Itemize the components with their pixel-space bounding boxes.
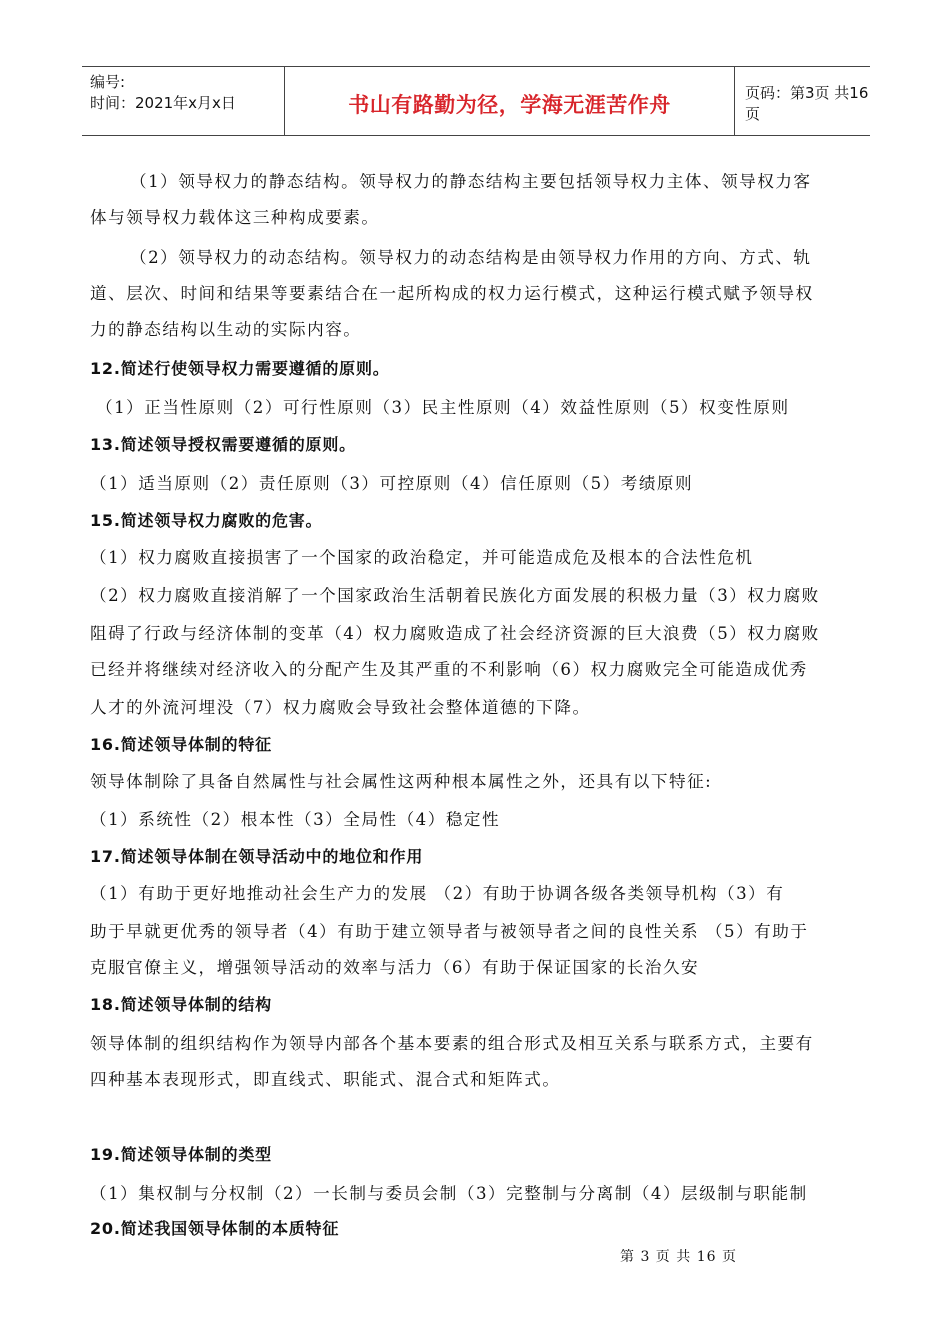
paragraph-line: （2）权力腐败直接消解了一个国家政治生活朝着民族化方面发展的积极力量（3）权力腐败 xyxy=(90,586,820,605)
section-heading: 18.简述领导体制的结构 xyxy=(90,995,272,1014)
paragraph-line: （2）领导权力的动态结构。领导权力的动态结构是由领导权力作用的方向、方式、轨 xyxy=(130,248,812,267)
header-table xyxy=(82,66,870,136)
paragraph-line: （1）权力腐败直接损害了一个国家的政治稳定，并可能造成危及根本的合法性危机 xyxy=(90,548,754,567)
paragraph-line: 克服官僚主义，增强领导活动的效率与活力（6）有助于保证国家的长治久安 xyxy=(90,958,700,977)
header-meta-cell xyxy=(82,67,285,135)
section-heading: 17.简述领导体制在领导活动中的地位和作用 xyxy=(90,847,424,866)
header-page-label: 页码：第3页 共16页 xyxy=(745,84,869,123)
paragraph-line: 人才的外流河埋没（7）权力腐败会导致社会整体道德的下降。 xyxy=(90,698,591,717)
paragraph-line: 体与领导权力载体这三种构成要素。 xyxy=(90,208,380,227)
paragraph-line: 道、层次、时间和结果等要素结合在一起所构成的权力运行模式，这种运行模式赋予领导权 xyxy=(90,284,814,303)
paragraph-line: 阻碍了行政与经济体制的变革（4）权力腐败造成了社会经济资源的巨大浪费（5）权力腐败 xyxy=(90,624,820,643)
paragraph-line: （1）正当性原则（2）可行性原则（3）民主性原则（4）效益性原则（5）权变性原则 xyxy=(96,398,790,417)
number-label: 编号: xyxy=(90,73,126,91)
paragraph-line: （1）集权制与分权制（2）一长制与委员会制（3）完整制与分离制（4）层级制与职能制 xyxy=(90,1184,808,1203)
paragraph-line: （1）有助于更好地推动社会生产力的发展 （2）有助于协调各级各类领导机构（3）有 xyxy=(90,884,785,903)
paragraph-line: 四种基本表现形式，即直线式、职能式、混合式和矩阵式。 xyxy=(90,1070,561,1089)
section-heading: 12.简述行使领导权力需要遵循的原则。 xyxy=(90,359,390,378)
paragraph-line: （1）领导权力的静态结构。领导权力的静态结构主要包括领导权力主体、领导权力客 xyxy=(130,172,812,191)
paragraph-line: （1）适当原则（2）责任原则（3）可控原则（4）信任原则（5）考绩原则 xyxy=(90,474,694,493)
page-footer: 第 3 页 共 16 页 xyxy=(620,1249,737,1265)
section-heading: 19.简述领导体制的类型 xyxy=(90,1145,272,1164)
paragraph-line: （1）系统性（2）根本性（3）全局性（4）稳定性 xyxy=(90,810,501,829)
date-label: 时间：2021年x月x日 xyxy=(90,94,236,112)
section-heading: 13.简述领导授权需要遵循的原则。 xyxy=(90,435,356,454)
header-motto: 书山有路勤为径，学海无涯苦作舟 xyxy=(285,67,735,135)
paragraph-line: 已经并将继续对经济收入的分配产生及其严重的不利影响（6）权力腐败完全可能造成优秀 xyxy=(90,660,808,679)
section-heading: 20.简述我国领导体制的本质特征 xyxy=(90,1219,340,1238)
paragraph-line: 助于早就更优秀的领导者（4）有助于建立领导者与被领导者之间的良性关系 （5）有助于 xyxy=(90,922,809,941)
section-heading: 15.简述领导权力腐败的危害。 xyxy=(90,511,323,530)
paragraph-line: 领导体制的组织结构作为领导内部各个基本要素的组合形式及相互关系与联系方式，主要有 xyxy=(90,1034,814,1053)
section-heading: 16.简述领导体制的特征 xyxy=(90,735,272,754)
paragraph-line: 力的静态结构以生动的实际内容。 xyxy=(90,320,362,339)
paragraph-line: 领导体制除了具备自然属性与社会属性这两种根本属性之外，还具有以下特征: xyxy=(90,772,713,791)
